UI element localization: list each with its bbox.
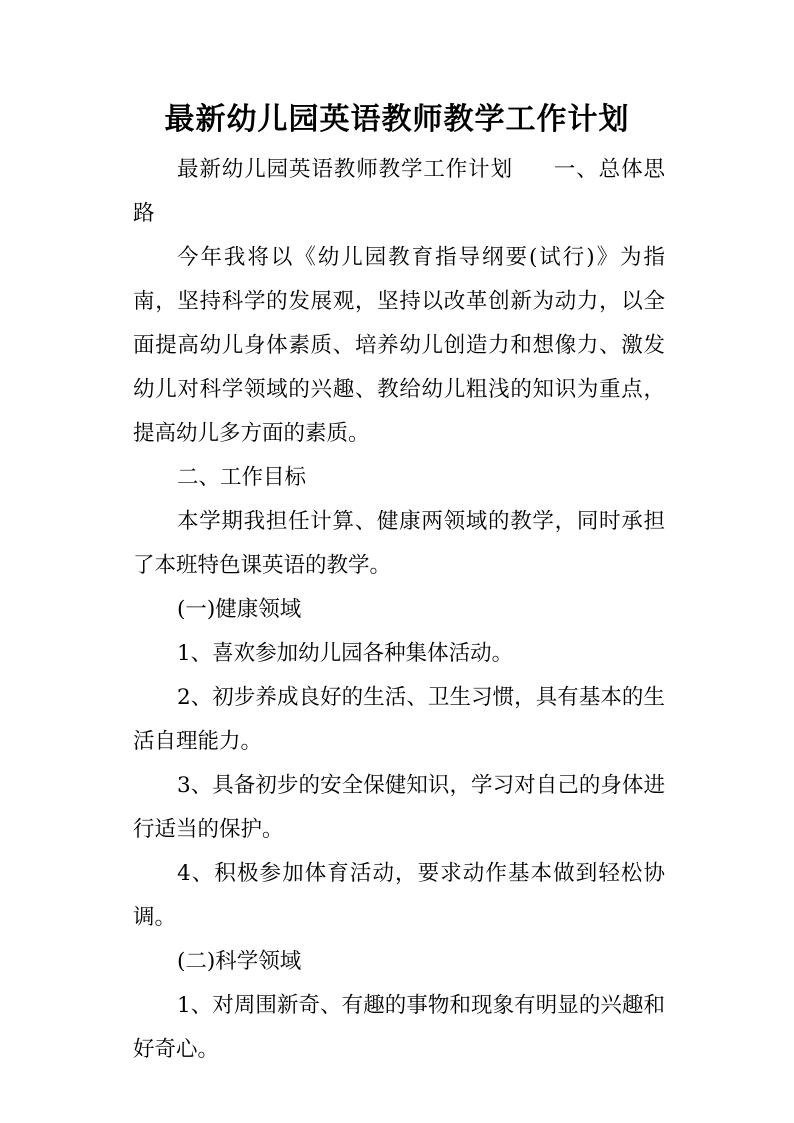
- subsection-heading-health: (一)健康领域: [177, 597, 302, 622]
- intro-repeated-title: 最新幼儿园英语教师教学工作计划: [177, 157, 513, 182]
- document-body: [133, 148, 665, 1072]
- health-item-3: 3、具备初步的安全保健知识，学习对自己的身体进行适当的保护。: [133, 773, 665, 842]
- paragraph-work-goal: 本学期我担任计算、健康两领域的教学，同时承担了本班特色课英语的教学。: [133, 509, 665, 578]
- health-item-4: 4、积极参加体育活动，要求动作基本做到轻松协调。: [133, 861, 665, 930]
- section-heading-1: 一、总体思路: [133, 157, 665, 226]
- health-item-2: 2、初步养成良好的生活、卫生习惯，具有基本的生活自理能力。: [133, 685, 665, 754]
- paragraph-overall-idea: 今年我将以《幼儿园教育指导纲要(试行)》为指南，坚持科学的发展观，坚持以改革创新为动力，以全面提高幼儿身体素质、培养幼儿创造力和想像力、激发幼儿对科学领域的兴趣、教给幼儿粗浅的知识为重点，提高幼儿多方面的素质。: [133, 245, 665, 446]
- subsection-heading-science: (二)科学领域: [177, 949, 302, 974]
- document-title: 最新幼儿园英语教师教学工作计划: [164, 102, 630, 137]
- science-item-1: 1、对周围新奇、有趣的事物和现象有明显的兴趣和好奇心。: [133, 993, 665, 1062]
- intro-paragraph: [133, 148, 665, 236]
- health-item-1: 1、喜欢参加幼儿园各种集体活动。: [177, 641, 514, 666]
- section-heading-2: 二、工作目标: [177, 465, 307, 490]
